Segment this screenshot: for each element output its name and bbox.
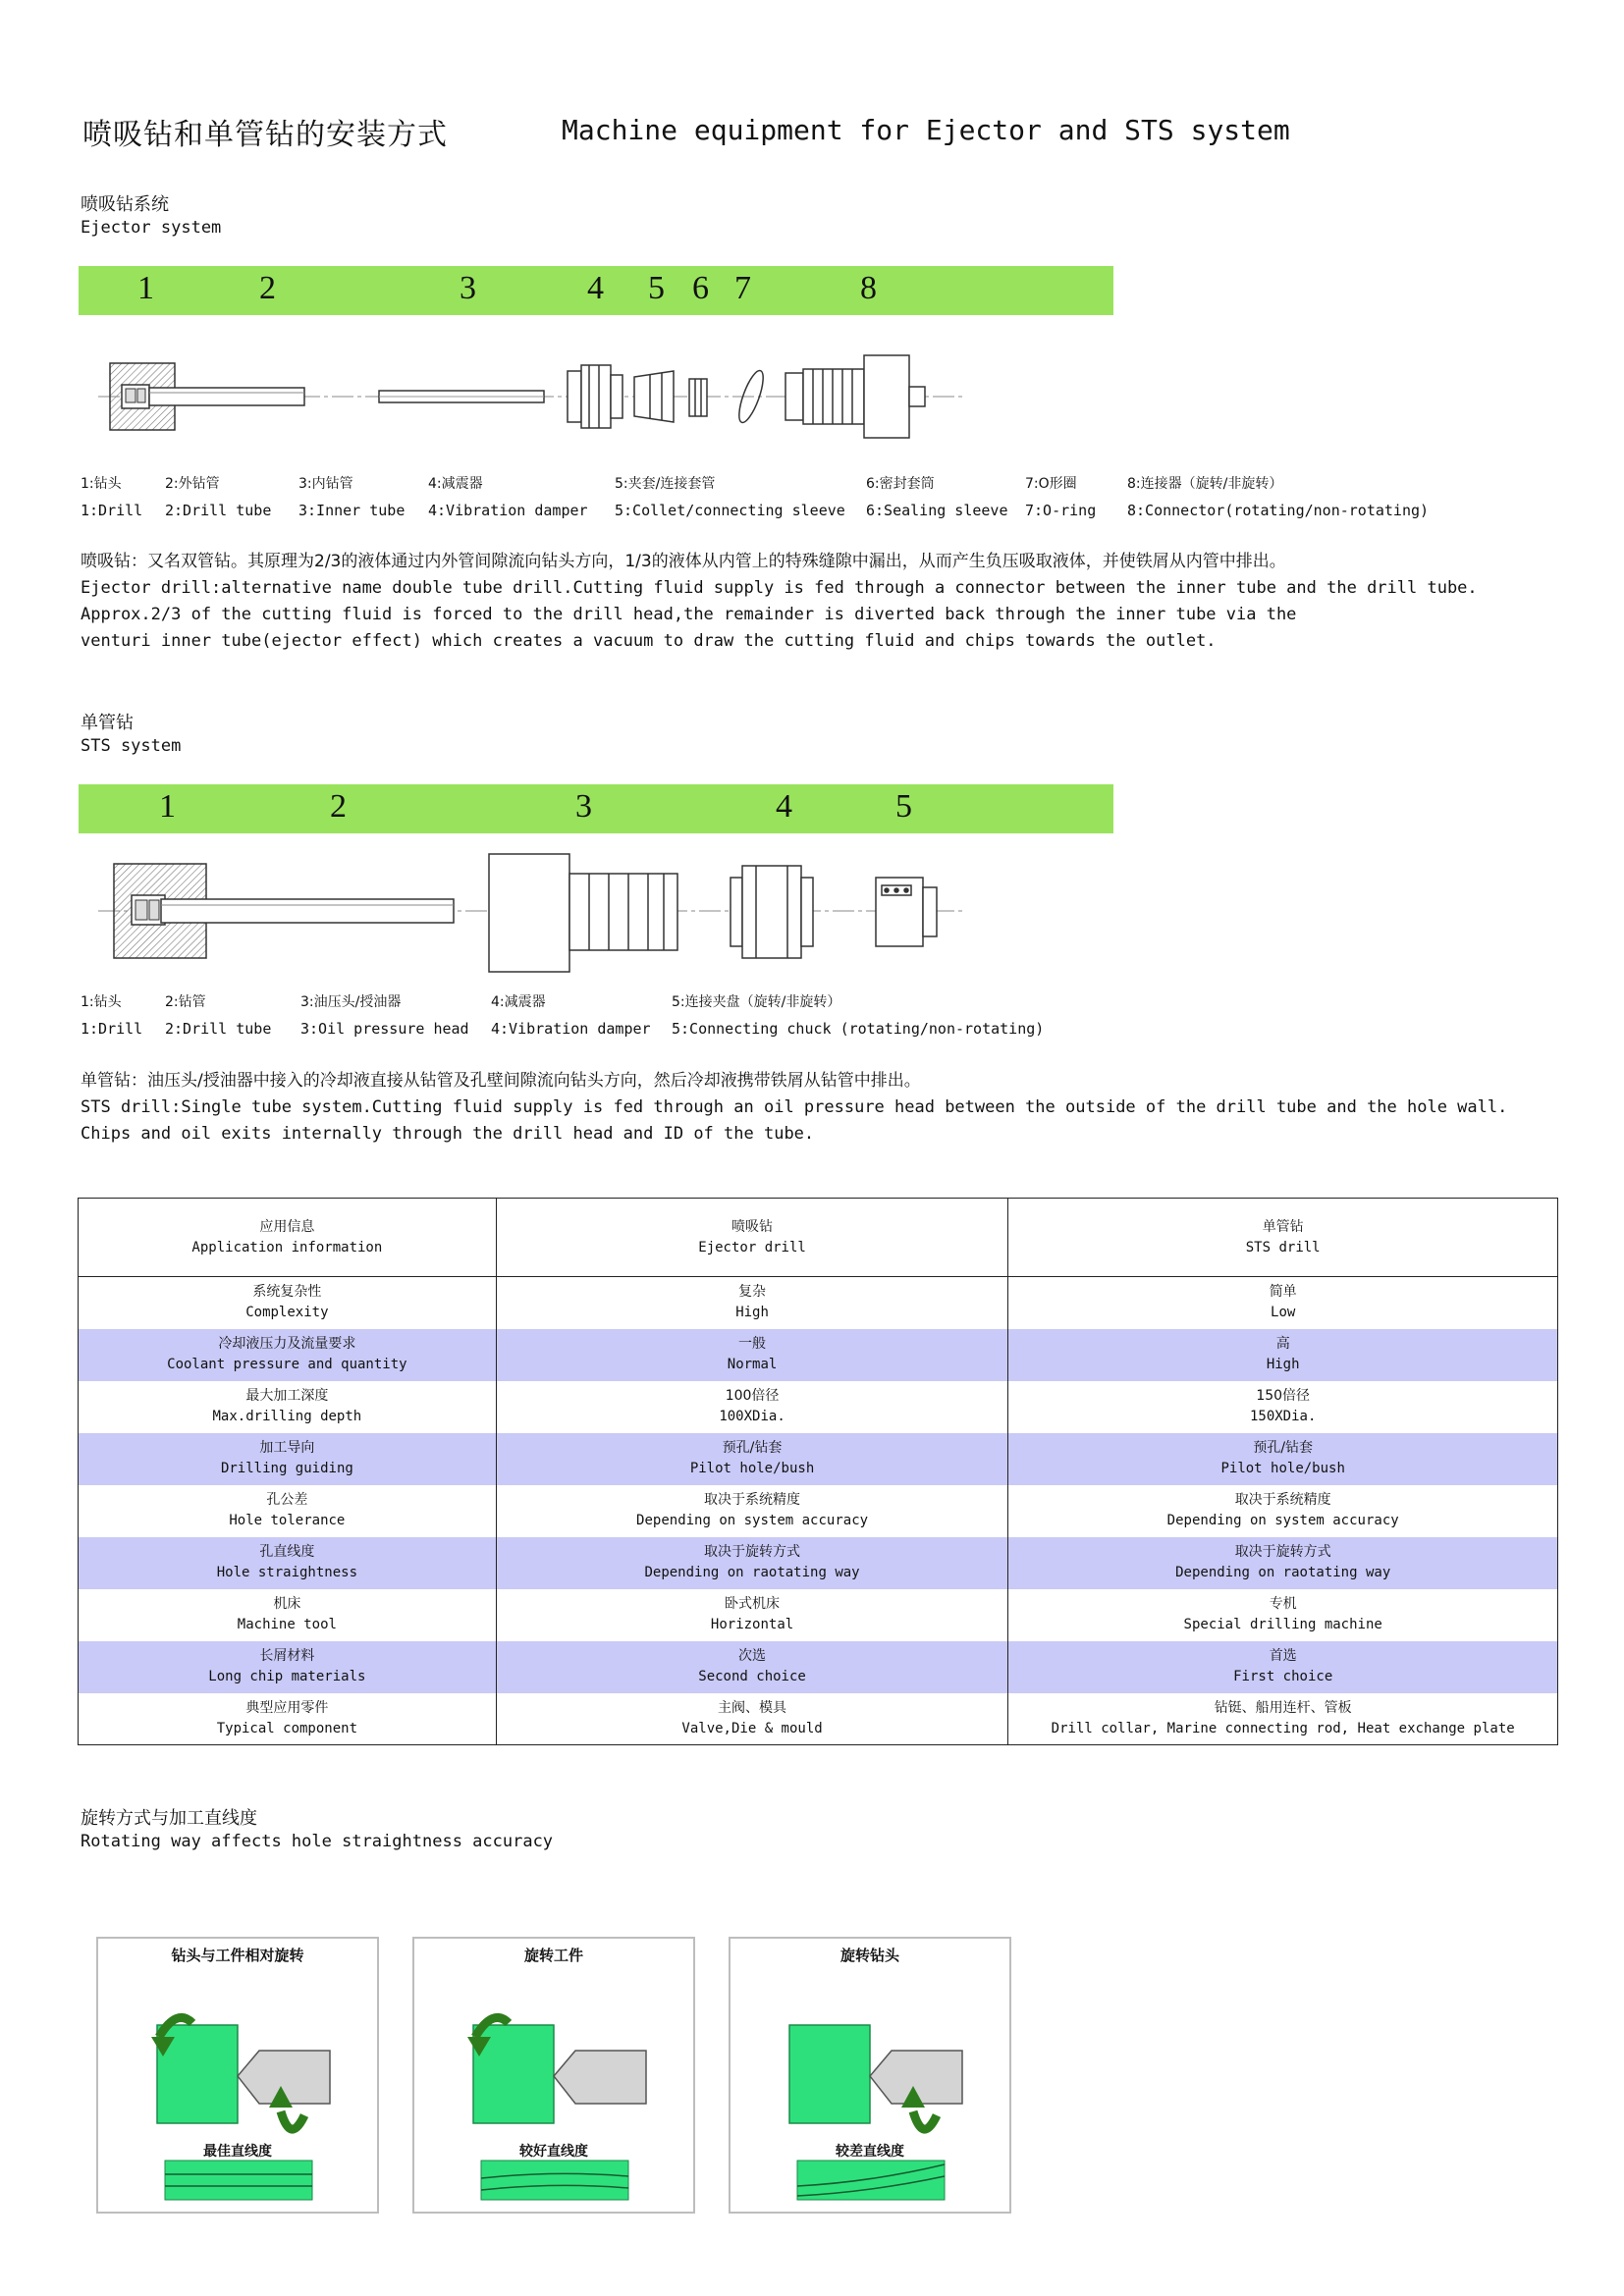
ejector-desc-en-line: Approx.2/3 of the cutting fluid is forced to the drill head,the remainder is diverted back through the inner tube via the (81, 605, 1297, 624)
ejector-number: 3 (460, 270, 476, 306)
sts-oil-pressure-head (489, 854, 677, 972)
ejector-number: 5 (648, 270, 665, 306)
ejector-label-zh: 6:密封套筒 (866, 476, 935, 492)
sts-desc-en-line: STS drill:Single tube system.Cutting fluid supply is fed through an oil pressure head between the outside of the drill tube and the hole wall. (81, 1097, 1508, 1117)
ejector-number-bar (79, 266, 1113, 315)
ejector-label-en: 3:Inner tube (298, 502, 406, 519)
ejector-number: 7 (734, 270, 751, 306)
ejector-description (81, 549, 1478, 655)
rotating-drill-illustration (731, 1939, 1013, 2216)
page-title-zh: 喷吸钻和单管钻的安装方式 (82, 118, 448, 152)
rotation-heading-zh: 旋转方式与加工直线度 (81, 1808, 257, 1829)
sts-number: 1 (159, 788, 176, 825)
ejector-number: 1 (137, 270, 154, 306)
ejector-number: 2 (259, 270, 276, 306)
ejector-label-zh: 3:内钻管 (298, 476, 353, 492)
comparison-table (78, 1198, 1558, 1745)
sts-drill-tube (161, 899, 454, 923)
ejector-heading-zh: 喷吸钻系统 (81, 194, 169, 215)
sts-label-zh: 3:油压头/授油器 (300, 994, 402, 1010)
ejector-number: 4 (587, 270, 604, 306)
rotation-panel (412, 1937, 695, 2214)
ejector-label-zh: 1:钻头 (81, 476, 122, 492)
drill-rotation-arrow-icon (281, 2111, 304, 2129)
table-row: 典型应用零件 Typical component 主阀、模具 Valve,Die & mould 钻铤、船用连杆、管板 Drill collar, Marine connecting rod, Heat exchange plate (79, 1693, 1558, 1745)
rotation-panel-title: 钻头与工件相对旋转 (171, 1947, 304, 1964)
sts-label-zh: 1:钻头 (81, 994, 122, 1010)
ejector-labels (81, 470, 1514, 529)
rotation-panel-caption: 较好直线度 (519, 2144, 588, 2160)
table-row: 冷却液压力及流量要求 Coolant pressure and quantity 一般 Normal 高 High (79, 1329, 1558, 1381)
table-row: 长屑材料 Long chip materials 次选 Second choice 首选 First choice (79, 1641, 1558, 1693)
rotating-workpiece-illustration (414, 1939, 697, 2216)
ejector-desc-en-line: venturi inner tube(ejector effect) which creates a vacuum to draw the cutting fluid and chips towards the outlet. (81, 631, 1217, 651)
relative-rotation-illustration (98, 1939, 381, 2216)
sts-label-en: 4:Vibration damper (491, 1020, 651, 1038)
sts-label-zh: 5:连接夹盘（旋转/非旋转） (672, 994, 841, 1010)
table-row: 机床 Machine tool 卧式机床 Horizontal 专机 Special drilling machine (79, 1589, 1558, 1641)
ejector-sealing-sleeve (689, 379, 707, 416)
sts-label-en: 1:Drill (81, 1020, 143, 1038)
ejector-label-zh: 2:外钻管 (165, 476, 220, 492)
straightness-sample (165, 2161, 312, 2200)
sts-assembly-diagram (79, 848, 1060, 976)
rotation-heading-en: Rotating way affects hole straightness accuracy (81, 1832, 554, 1851)
sts-vibration-damper (731, 866, 813, 958)
drill-rotation-arrow-icon (913, 2111, 937, 2129)
rotation-panel-caption: 较差直线度 (836, 2144, 904, 2160)
sts-label-en: 5:Connecting chuck (rotating/non-rotating) (672, 1020, 1045, 1038)
ejector-label-en: 1:Drill (81, 502, 143, 519)
rotation-panel-title: 旋转工件 (523, 1947, 583, 1964)
sts-heading-en: STS system (81, 736, 182, 756)
table-header-cell: 喷吸钻 Ejector drill (496, 1199, 1008, 1277)
sts-number: 4 (776, 788, 792, 825)
sts-description (81, 1068, 1507, 1148)
table-header-cell: 应用信息 Application information (79, 1199, 497, 1277)
ejector-heading-en: Ejector system (81, 218, 222, 238)
ejector-label-en: 2:Drill tube (165, 502, 272, 519)
sts-label-zh: 4:减震器 (491, 994, 546, 1010)
table-row: 孔公差 Hole tolerance 取决于系统精度 Depending on system accuracy 取决于系统精度 Depending on system accuracy (79, 1485, 1558, 1537)
ejector-vibration-damper (568, 365, 623, 428)
page-title-en: Machine equipment for Ejector and STS system (562, 114, 1290, 146)
ejector-drill-tube (149, 388, 304, 405)
ejector-assembly-diagram (79, 344, 1060, 452)
sts-connecting-chuck (876, 878, 937, 946)
sts-labels (81, 988, 1514, 1047)
sts-label-en: 3:Oil pressure head (300, 1020, 469, 1038)
sts-number: 2 (330, 788, 347, 825)
ejector-collet (634, 371, 674, 422)
sts-heading-zh: 单管钻 (81, 713, 134, 733)
sts-number-bar (79, 784, 1113, 833)
table-header-row (79, 1199, 1558, 1277)
table-row: 最大加工深度 Max.drilling depth 100倍径 100XDia. 150倍径 150XDia. (79, 1381, 1558, 1433)
table-row: 加工导向 Drilling guiding 预孔/钻套 Pilot hole/bush 预孔/钻套 Pilot hole/bush (79, 1433, 1558, 1485)
table-row: 孔直线度 Hole straightness 取决于旋转方式 Depending on raotating way 取决于旋转方式 Depending on raotating way (79, 1537, 1558, 1589)
ejector-label-en: 6:Sealing sleeve (866, 502, 1008, 519)
table-row: 系统复杂性 Complexity 复杂 High 简单 Low (79, 1277, 1558, 1329)
sts-number: 5 (895, 788, 912, 825)
ejector-label-zh: 4:减震器 (428, 476, 483, 492)
straightness-sample (481, 2161, 628, 2200)
rotation-panel (729, 1937, 1011, 2214)
sts-desc-zh: 单管钻：油压头/授油器中接入的冷却液直接从钻管及孔壁间隙流向钻头方向，然后冷却液携带铁屑从钻管中排出。 (81, 1071, 921, 1091)
sts-label-zh: 2:钻管 (165, 994, 206, 1010)
drill-bit (554, 2051, 646, 2104)
ejector-label-zh: 7:O形圈 (1025, 476, 1077, 492)
ejector-label-en: 8:Connector(rotating/non-rotating) (1127, 502, 1430, 519)
ejector-connector (785, 355, 925, 438)
rotation-panel-caption: 最佳直线度 (203, 2144, 272, 2160)
ejector-label-zh: 8:连接器（旋转/非旋转） (1127, 476, 1283, 492)
ejector-label-en: 5:Collet/connecting sleeve (615, 502, 845, 519)
rotation-panel-title: 旋转钻头 (839, 1947, 899, 1964)
table-header-cell: 单管钻 STS drill (1008, 1199, 1558, 1277)
rotation-panel (96, 1937, 379, 2214)
sts-label-en: 2:Drill tube (165, 1020, 272, 1038)
ejector-number: 6 (692, 270, 709, 306)
ejector-label-en: 4:Vibration damper (428, 502, 588, 519)
ejector-desc-zh: 喷吸钻：又名双管钻。其原理为2/3的液体通过内外管间隙流向钻头方向，1/3的液体从内管上的特殊缝隙中漏出，从而产生负压吸取液体，并使铁屑从内管中排出。 (81, 552, 1286, 571)
ejector-desc-en-line: Ejector drill:alternative name double tube drill.Cutting fluid supply is fed through a connector between the inner tube and the drill tube. (81, 578, 1478, 598)
sts-number: 3 (575, 788, 592, 825)
workpiece-block (789, 2025, 870, 2123)
ejector-number: 8 (860, 270, 877, 306)
ejector-label-en: 7:O-ring (1025, 502, 1097, 519)
ejector-label-zh: 5:夹套/连接套管 (615, 476, 716, 492)
sts-desc-en-line: Chips and oil exits internally through the drill head and ID of the tube. (81, 1124, 815, 1144)
